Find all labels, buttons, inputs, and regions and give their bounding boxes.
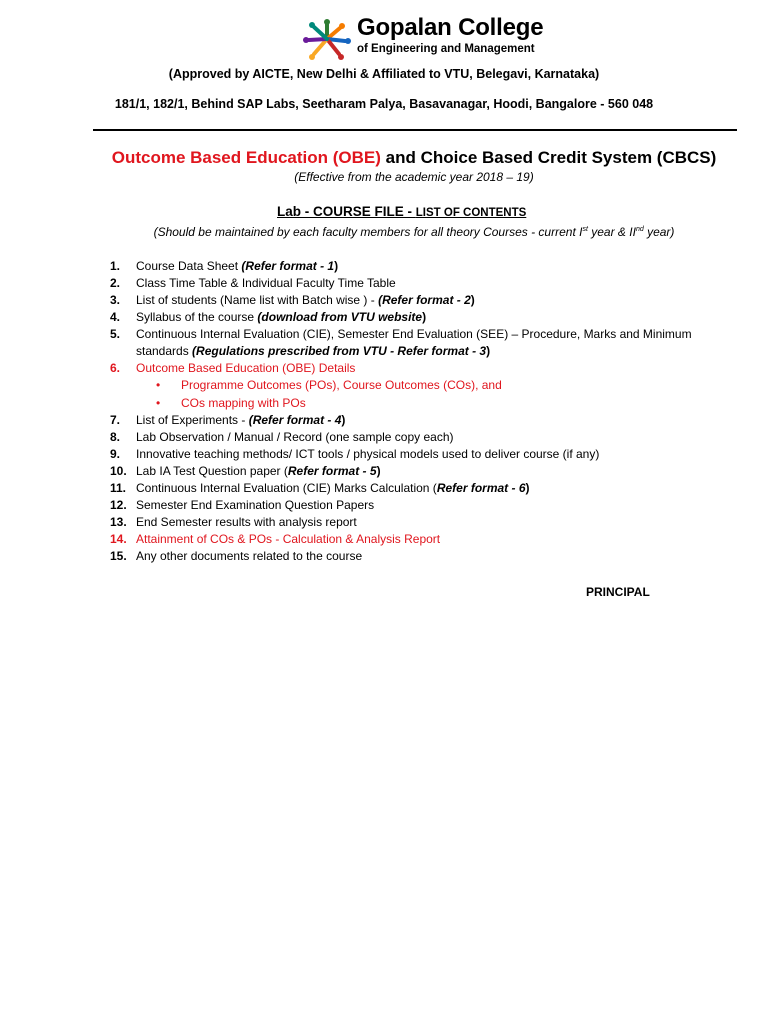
list-item bbox=[110, 292, 750, 309]
cbcs-title-part: and Choice Based Credit System (CBCS) bbox=[380, 148, 717, 167]
college-brand bbox=[357, 14, 543, 56]
item-close: ) bbox=[376, 464, 381, 478]
list-item bbox=[110, 497, 750, 514]
item-reference: Refer format - 6 bbox=[436, 481, 526, 495]
item-text: Lab IA Test Question paper ( bbox=[136, 464, 288, 478]
item-number: 6. bbox=[110, 361, 121, 375]
item-number: 14. bbox=[110, 532, 127, 546]
bullet-icon: • bbox=[156, 395, 161, 410]
item-text-continued: standards bbox=[136, 344, 193, 358]
college-logo-icon bbox=[302, 18, 352, 64]
item-text: Continuous Internal Evaluation (CIE), Semester End Evaluation (SEE) – Procedure, Marks and Minimum bbox=[136, 327, 692, 341]
item-reference: (Refer format - 2 bbox=[378, 293, 471, 307]
item-reference: (Refer format - 1 bbox=[241, 259, 335, 273]
list-item bbox=[110, 309, 750, 326]
list-item bbox=[110, 548, 750, 565]
item-number: 3. bbox=[110, 293, 121, 307]
item-number: 1. bbox=[110, 259, 121, 273]
address-line: 181/1, 182/1, Behind SAP Labs, Seetharam Palya, Basavanagar, Hoodi, Bangalore - 560 048 bbox=[114, 97, 654, 111]
list-item-attainment bbox=[110, 531, 750, 548]
item-number: 12. bbox=[110, 498, 127, 512]
item-close: ) bbox=[422, 310, 427, 324]
item-number: 2. bbox=[110, 276, 121, 290]
item-number: 11. bbox=[110, 481, 127, 495]
approval-line: (Approved by AICTE, New Delhi & Affiliated to VTU, Belegavi, Karnataka) bbox=[168, 67, 600, 81]
lab-title-main: Lab - COURSE FILE - bbox=[277, 204, 416, 219]
item-text: Syllabus of the course bbox=[136, 310, 258, 324]
bullet-icon: • bbox=[156, 378, 161, 392]
list-item bbox=[110, 326, 750, 360]
item-text: List of Experiments - bbox=[136, 413, 249, 427]
item-text: Lab Observation / Manual / Record (one sample copy each) bbox=[136, 430, 454, 444]
item-text: Attainment of COs & POs - Calculation & Analysis Report bbox=[136, 532, 441, 546]
contents-list bbox=[110, 258, 750, 565]
note-sup: nd bbox=[635, 226, 644, 233]
list-item bbox=[110, 463, 750, 480]
note-text: (Should be maintained by each faculty members for all theory Courses - current I bbox=[153, 225, 583, 239]
item-close: ) bbox=[470, 293, 475, 307]
item-number: 5. bbox=[110, 327, 121, 341]
sub-item-text: Programme Outcomes (POs), Course Outcomes (COs), and bbox=[181, 378, 502, 392]
effective-year-note: (Effective from the academic year 2018 – 19) bbox=[294, 170, 534, 184]
item-text: End Semester results with analysis report bbox=[136, 515, 357, 529]
list-item-obe-details bbox=[110, 360, 750, 377]
item-number: 13. bbox=[110, 515, 127, 529]
maintenance-note bbox=[0, 225, 768, 239]
item-number: 8. bbox=[110, 430, 121, 444]
item-text: Continuous Internal Evaluation (CIE) Marks Calculation ( bbox=[136, 481, 437, 495]
header-divider bbox=[93, 129, 737, 131]
item-close: ) bbox=[486, 344, 491, 358]
list-item bbox=[110, 412, 750, 429]
list-item bbox=[110, 275, 750, 292]
list-item bbox=[110, 446, 750, 463]
document-title bbox=[0, 148, 768, 168]
item-text: Outcome Based Education (OBE) Details bbox=[136, 361, 356, 375]
item-text: List of students (Name list with Batch wise ) - bbox=[136, 293, 379, 307]
item-close: ) bbox=[525, 481, 530, 495]
item-number: 10. bbox=[110, 464, 127, 478]
list-item bbox=[110, 480, 750, 497]
list-item bbox=[110, 258, 750, 275]
item-reference: (Refer format - 4 bbox=[248, 413, 342, 427]
list-item bbox=[110, 514, 750, 531]
item-text: Any other documents related to the course bbox=[136, 549, 363, 563]
item-close: ) bbox=[341, 413, 346, 427]
sub-list-item bbox=[110, 377, 750, 395]
item-text: Course Data Sheet bbox=[136, 259, 242, 273]
college-subtitle: of Engineering and Management bbox=[357, 43, 535, 55]
item-text: Innovative teaching methods/ ICT tools / physical models used to deliver course (if any) bbox=[136, 447, 600, 461]
note-text: year & II bbox=[587, 225, 636, 239]
item-close: ) bbox=[334, 259, 339, 273]
list-item bbox=[110, 429, 750, 446]
item-number: 4. bbox=[110, 310, 121, 324]
item-reference: (download from VTU website bbox=[257, 310, 423, 324]
item-text: Semester End Examination Question Papers bbox=[136, 498, 375, 512]
principal-signature-label: PRINCIPAL bbox=[586, 585, 650, 599]
sub-item-text: COs mapping with POs bbox=[181, 395, 306, 410]
lab-title-small: LIST OF CONTENTS bbox=[415, 207, 527, 219]
note-sup: st bbox=[582, 226, 588, 233]
item-text: Class Time Table & Individual Faculty Time Table bbox=[136, 276, 396, 290]
item-reference: Refer format - 5 bbox=[287, 464, 377, 478]
lab-course-file-heading bbox=[277, 204, 526, 219]
note-text: year) bbox=[643, 225, 675, 239]
item-number: 7. bbox=[110, 413, 121, 427]
item-reference: (Regulations prescribed from VTU - Refer format - 3 bbox=[192, 344, 487, 358]
item-number: 15. bbox=[110, 549, 127, 563]
college-name: Gopalan College bbox=[357, 14, 544, 41]
item-number: 9. bbox=[110, 447, 121, 461]
obe-title-part: Outcome Based Education (OBE) bbox=[111, 148, 381, 167]
sub-list-item bbox=[110, 395, 750, 413]
